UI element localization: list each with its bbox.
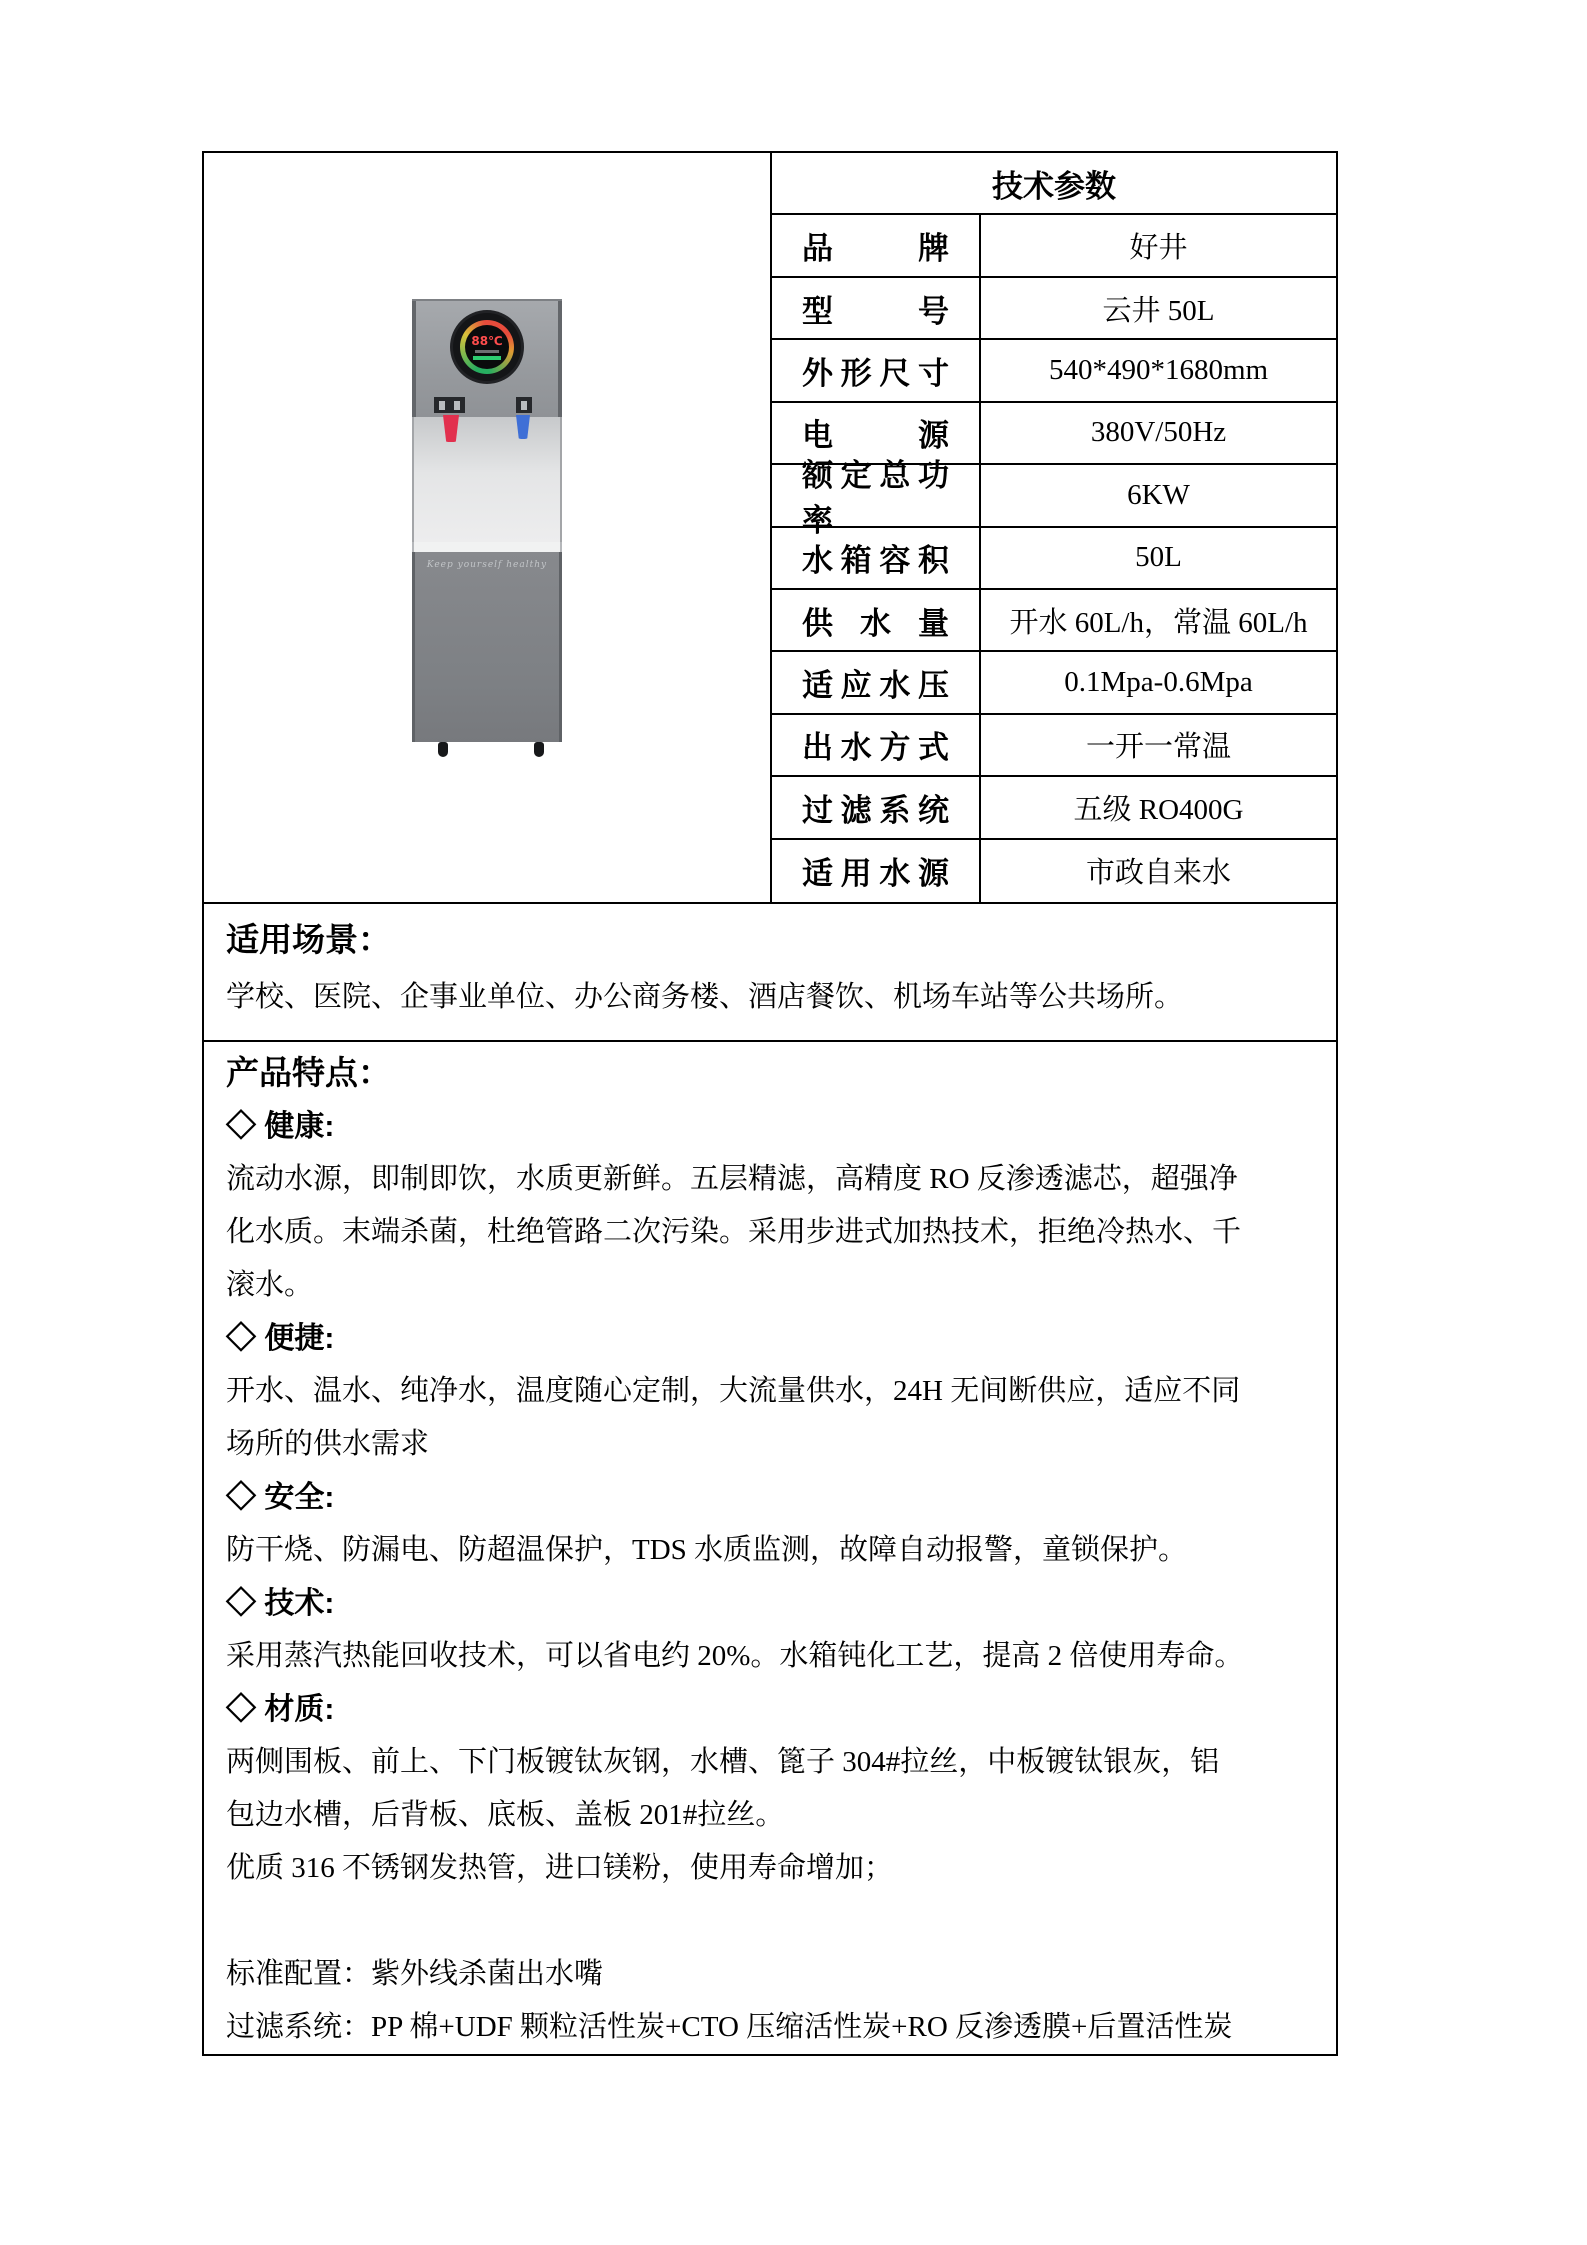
- spec-table-header: 技术参数: [772, 153, 1336, 215]
- feature-heading-material: ◇ 材质:: [226, 1693, 335, 1726]
- feature-standard-config: 标准配置：紫外线杀菌出水嘴: [226, 1958, 604, 1990]
- spec-label: 过滤系统: [802, 792, 949, 828]
- dispenser-head: [412, 299, 562, 417]
- spec-row-water-pressure: [772, 652, 1336, 714]
- spec-row-water-source: [772, 840, 1336, 902]
- display-status-line: [475, 350, 499, 353]
- feature-blank-line: [226, 1895, 1314, 1948]
- product-spec-document: [202, 151, 1338, 2056]
- cabinet-slogan-text: Keep yourself healthy: [426, 560, 548, 570]
- spec-value: 开水 60L/h，常温 60L/h: [979, 590, 1336, 650]
- spec-value: 云井 50L: [979, 278, 1336, 338]
- spec-label: 额定总功率: [802, 458, 949, 539]
- spec-value: 50L: [979, 528, 1336, 588]
- feature-text: 场所的供水需求: [226, 1428, 430, 1460]
- spec-label: 水箱容积: [802, 543, 949, 579]
- nozzle-icon: [454, 401, 460, 410]
- display-screen: [465, 325, 509, 369]
- spec-row-brand: [772, 215, 1336, 277]
- spec-label: 电源: [802, 418, 949, 454]
- scenarios-section: [204, 904, 1336, 1042]
- spec-value: 五级 RO400G: [979, 777, 1336, 837]
- dispenser-trim-band: [412, 542, 562, 552]
- feature-text: 包边水槽，后背板、底板、盖板 201#拉丝。: [226, 1799, 785, 1831]
- spec-row-supply-volume: [772, 590, 1336, 652]
- spec-value: 好井: [979, 215, 1336, 275]
- scenarios-text: 学校、医院、企事业单位、办公商务楼、酒店餐饮、机场车站等公共场所。: [226, 981, 1184, 1013]
- spec-row-dimensions: [772, 340, 1336, 402]
- hot-nozzle-panel: [434, 397, 465, 413]
- feature-text: 采用蒸汽热能回收技术，可以省电约 20%。水箱钝化工艺，提高 2 倍使用寿命。: [226, 1640, 1244, 1672]
- spec-label: 适应水压: [802, 668, 949, 704]
- temperature-readout: 88℃: [471, 334, 503, 348]
- feature-text: 开水、温水、纯净水，温度随心定制，大流量供水，24H 无间断供应，适应不同: [226, 1375, 1241, 1407]
- caster-wheel-right: [534, 742, 544, 757]
- feature-text: 优质 316 不锈钢发热管，进口镁粉，使用寿命增加；: [226, 1852, 894, 1884]
- spec-value: 540*490*1680mm: [979, 340, 1336, 400]
- feature-heading-health: ◇ 健康:: [226, 1110, 335, 1143]
- spec-label: 出水方式: [802, 730, 949, 766]
- display-progress-bar: [473, 356, 501, 360]
- spec-label: 型号: [802, 293, 949, 329]
- spec-row-model: [772, 278, 1336, 340]
- feature-text: 防干烧、防漏电、防超温保护，TDS 水质监测，故障自动报警，童锁保护。: [226, 1534, 1188, 1566]
- feature-text: 两侧围板、前上、下门板镀钛灰钢，水槽、篦子 304#拉丝，中板镀钛银灰，铝: [226, 1746, 1220, 1778]
- spec-row-tank-capacity: [772, 528, 1336, 590]
- spec-row-outlet-mode: [772, 715, 1336, 777]
- spec-label: 供水量: [802, 605, 949, 641]
- features-section: [204, 1042, 1336, 2054]
- product-photo-cell: [204, 153, 770, 902]
- nozzle-icon: [521, 401, 527, 410]
- dispenser-cabinet: [412, 552, 562, 742]
- spec-table: [770, 153, 1336, 902]
- feature-filter-system: 过滤系统：PP 棉+UDF 颗粒活性炭+CTO 压缩活性炭+RO 反渗透膜+后置活性炭: [226, 2011, 1233, 2043]
- spec-row-rated-power: [772, 458, 1336, 539]
- feature-heading-technology: ◇ 技术:: [226, 1587, 335, 1620]
- features-title: 产品特点：: [226, 1054, 391, 1091]
- spec-label: 外形尺寸: [802, 355, 949, 391]
- spec-label: 适用水源: [802, 856, 949, 892]
- water-dispenser-photo: [412, 299, 562, 742]
- top-row: [204, 153, 1336, 904]
- dispenser-mid-panel: [412, 417, 562, 542]
- spec-value: 市政自来水: [979, 840, 1336, 902]
- caster-wheel-left: [438, 742, 448, 757]
- spec-value: 0.1Mpa-0.6Mpa: [979, 652, 1336, 712]
- feature-heading-safety: ◇ 安全:: [226, 1481, 335, 1514]
- cold-nozzle-panel: [516, 397, 532, 413]
- scenarios-title: 适用场景：: [226, 921, 391, 958]
- feature-text: 滚水。: [226, 1269, 314, 1301]
- feature-text: 化水质。末端杀菌，杜绝管路二次污染。采用步进式加热技术，拒绝冷热水、千: [226, 1216, 1242, 1248]
- feature-text: 流动水源，即制即饮，水质更新鲜。五层精滤，高精度 RO 反渗透滤芯，超强净: [226, 1163, 1238, 1195]
- feature-heading-convenience: ◇ 便捷:: [226, 1322, 335, 1355]
- spec-value: 6KW: [979, 465, 1336, 525]
- spec-value: 一开一常温: [979, 715, 1336, 775]
- spec-label: 品牌: [802, 231, 949, 267]
- spec-value: 380V/50Hz: [979, 403, 1336, 463]
- nozzle-icon: [439, 401, 445, 410]
- dispenser-display: [453, 313, 521, 381]
- spec-row-filter-system: [772, 777, 1336, 839]
